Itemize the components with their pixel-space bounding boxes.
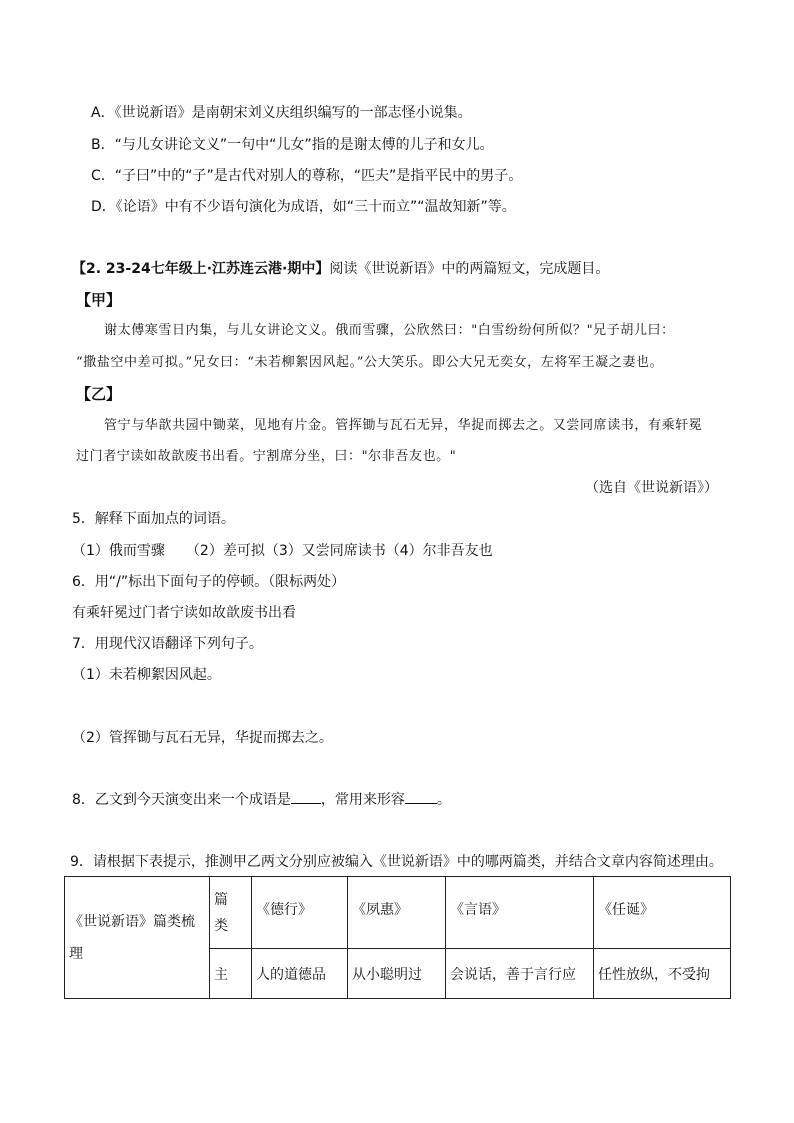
table-title-line2: 理 bbox=[69, 945, 83, 962]
answer-blank-2[interactable] bbox=[405, 791, 437, 804]
option-d: D．《论语》中有不少语句演化为成语，如“三十而立”“温故知新”等。 bbox=[91, 199, 516, 215]
passage-jia-line2: “撒盐空中差可拟。”兄女曰：“未若柳絮因风起。”公大笑乐。即公大兄无奕女，左将军王凝之妻也。 bbox=[76, 355, 664, 370]
answer-blank-1[interactable] bbox=[291, 791, 321, 804]
passage-yi-marker: 【乙】 bbox=[76, 385, 122, 403]
section-instruction: 阅读《世说新语》中的两篇短文，完成题目。 bbox=[329, 261, 610, 277]
source-tag: 【2. 23-24七年级上·江苏连云港·期中】 bbox=[72, 261, 330, 277]
q7-item1: （1）未若柳絮因风起。 bbox=[72, 667, 221, 683]
row-label-category-1: 篇 bbox=[214, 891, 228, 908]
section-heading bbox=[72, 260, 609, 278]
table-title-line1: 《世说新语》篇类梳 bbox=[69, 913, 195, 930]
q7-item2: （2）管挥锄与瓦石无异，华捉而掷去之。 bbox=[72, 730, 333, 746]
q6-prompt: 6．用“/”标出下面句子的停顿。（限标两处） bbox=[72, 574, 346, 590]
description-cell-1: 人的道德品 bbox=[252, 949, 348, 999]
passage-yi-line2: 过门者宁读如故歆废书出看。宁割席分坐，曰："尔非吾友也。" bbox=[76, 449, 457, 464]
q8-part2: ，常用来形容 bbox=[320, 792, 405, 808]
category-cell-yanyu: 《言语》 bbox=[446, 877, 594, 949]
row-label-main: 主 bbox=[210, 949, 252, 999]
description-cell-3: 会说话，善于言行应 bbox=[446, 949, 594, 999]
q5-prompt: 5．解释下面加点的词语。 bbox=[72, 511, 235, 527]
q7-prompt: 7．用现代汉语翻译下列句子。 bbox=[72, 636, 263, 652]
q8-part3: 。 bbox=[436, 792, 451, 808]
q6-sentence: 有乘轩冕过门者宁读如故歆废书出看 bbox=[72, 605, 296, 621]
q8-line bbox=[72, 791, 451, 809]
category-cell-dexing: 《德行》 bbox=[252, 877, 348, 949]
option-a: A．《世说新语》是南朝宋刘义庆组织编写的一部志怪小说集。 bbox=[91, 105, 472, 121]
description-cell-2: 从小聪明过 bbox=[348, 949, 446, 999]
category-cell-suhui: 《夙惠》 bbox=[348, 877, 446, 949]
passage-yi-line1: 管宁与华歆共园中锄菜，见地有片金。管挥锄与瓦石无异，华捉而掷去之。又尝同席读书，有乘轩冕 bbox=[104, 418, 703, 433]
q9-prompt: 9．请根据下表提示，推测甲乙两文分别应被编入《世说新语》中的哪两篇类，并结合文章内容简述理由。 bbox=[70, 854, 723, 870]
option-b: B．“与儿女讲论文义”一句中“儿女”指的是谢太傅的儿子和女儿。 bbox=[91, 137, 494, 153]
description-cell-4: 任性放纵，不受拘 bbox=[594, 949, 731, 999]
passage-source: （选自《世说新语》） bbox=[585, 480, 718, 496]
passage-jia-line1: 谢太傅寒雪日内集，与儿女讲论文义。俄而雪骤，公欣然曰："白雪纷纷何所似？"兄子胡儿曰： bbox=[104, 323, 675, 338]
passage-jia-marker: 【甲】 bbox=[76, 291, 122, 309]
table-title-cell bbox=[65, 877, 210, 999]
row-label-category bbox=[210, 877, 252, 949]
category-cell-rendan: 《任诞》 bbox=[594, 877, 731, 949]
option-c: C．“子曰”中的“子”是古代对别人的尊称，“匹夫”是指平民中的男子。 bbox=[91, 168, 523, 184]
row-label-category-2: 类 bbox=[214, 917, 228, 934]
category-table bbox=[64, 876, 731, 999]
q8-part1: 8．乙文到今天演变出来一个成语是 bbox=[72, 792, 291, 808]
q5-items: （1）俄而雪骤 （2）差可拟（3）又尝同席读书（4）尔非吾友也 bbox=[72, 543, 493, 559]
